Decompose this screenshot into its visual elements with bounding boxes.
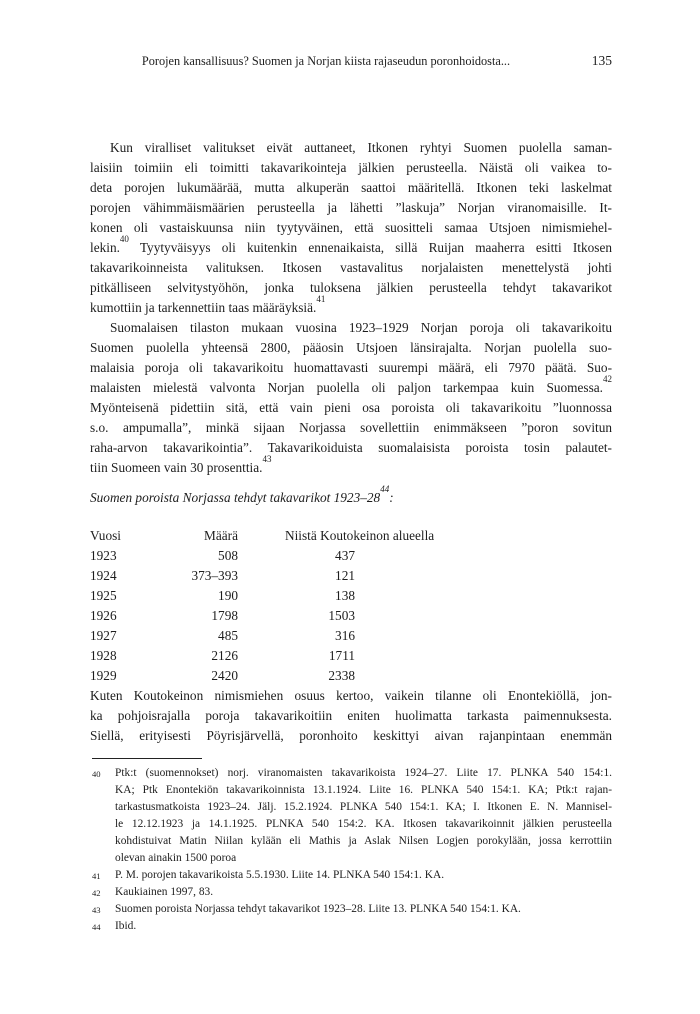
text-line: takavarikoinneista valituksen. Itkosen vastavalitus norjalaisten menettelystä johti xyxy=(90,260,612,275)
table-cell: 2420 xyxy=(211,668,238,683)
footnote xyxy=(90,884,612,901)
running-title: Porojen kansallisuus? Suomen ja Norjan kiista rajaseudun poronhoidosta... xyxy=(141,54,511,68)
paragraph-3 xyxy=(90,686,612,746)
text-line: raha-arvon takavarikointia”. Takavarikoiduista suomalaisista poroista tosin palautet- xyxy=(90,440,612,455)
text-line: tiin Suomeen vain 30 prosenttia.$^{43}$ xyxy=(90,454,272,475)
text-line: deta porojen lukumäärää, mutta alkuperän saattoi määritellä. Itkonen teki laskelmat xyxy=(90,180,612,195)
table-header-row xyxy=(90,526,612,546)
table-cell: 1929 xyxy=(90,668,117,683)
text-line: kumottiin ja tarkennettiin taas määräyksiä.$^{41}$ xyxy=(90,294,326,315)
table-body xyxy=(90,546,612,686)
table-cell: 1923 xyxy=(90,548,117,563)
table-row xyxy=(90,666,612,686)
table-cell: 138 xyxy=(335,588,355,603)
table-caption xyxy=(90,484,612,508)
table-cell: 2338 xyxy=(328,668,355,683)
footnote-ref: 41 xyxy=(316,294,326,305)
footnote-area xyxy=(90,758,612,935)
text-line: le 12.12.1923 ja 14.1.1925. PLNKA 540 154:2. KA. Itkosen takavarikoinnit jälkien perusteella xyxy=(115,818,612,830)
footnote-number: 41 xyxy=(92,871,101,881)
table-cell: 1927 xyxy=(90,628,117,643)
table-cell: 1798 xyxy=(211,608,238,623)
table-cell: 1925 xyxy=(90,588,117,603)
text-line: pitkälliseen selvitystyöhön, jonka tuloksena jälkien perusteella tehdyt takavarikot xyxy=(90,280,612,295)
paragraph-1 xyxy=(90,138,612,318)
footnote-number: 44 xyxy=(92,922,101,932)
footnote-text xyxy=(115,901,612,918)
footnote-separator xyxy=(92,758,202,759)
text-line: Suomen poroista Norjassa tehdyt takavarikot 1923–28$^{44}$: xyxy=(90,484,394,505)
table-cell: 373–393 xyxy=(191,568,238,583)
text-line: malaisten mielestä valvonta Norjan puolella oli paljon tarkempaa kuin Suomessa.$^{42}$ xyxy=(90,374,612,395)
footnote-ref: 42 xyxy=(603,374,612,385)
text-line: Siellä, erityisesti Pöyrisjärvellä, poronhoito keskittyi aivan rajanpintaan enemmän xyxy=(90,728,612,743)
footnote-ref: 43 xyxy=(262,454,272,465)
text-line: s.o. ampumalla”, minkä sijaan Norjassa sovellettiin enimmäkseen ”poron sovitun xyxy=(90,420,612,435)
footnote-text xyxy=(115,867,612,884)
table-cell: 1928 xyxy=(90,648,117,663)
body-text xyxy=(90,138,612,935)
page-header xyxy=(90,53,612,69)
text-line: ka pohjoisrajalla poroja takavarikoitiin eniten huolimatta tarkasta paimennuksesta. xyxy=(90,708,612,723)
footnote xyxy=(90,918,612,935)
footnotes xyxy=(90,765,612,935)
table-cell: 508 xyxy=(218,548,238,563)
table-cell: 1711 xyxy=(328,648,355,663)
table-row xyxy=(90,606,612,626)
text-line: Kuten Koutokeinon nimismiehen osuus kertoo, vaikein tilanne oli Enontekiöllä, jon- xyxy=(90,688,612,703)
page-number: 135 xyxy=(591,53,612,68)
text-block xyxy=(90,53,612,935)
table-row xyxy=(90,646,612,666)
footnote xyxy=(90,901,612,918)
footnote-ref: 44 xyxy=(380,484,390,495)
table-cell: 1924 xyxy=(90,568,117,583)
table-cell: 316 xyxy=(335,628,355,643)
footnote-ref: 40 xyxy=(119,234,129,245)
table-row xyxy=(90,586,612,606)
table-row xyxy=(90,546,612,566)
text-line: Suomalaisen tilaston mukaan vuosina 1923–1929 Norjan poroja oli takavarikoitu xyxy=(110,320,612,335)
footnote-text xyxy=(115,918,612,935)
paragraph-2 xyxy=(90,318,612,478)
text-line: Suomen poroista Norjassa tehdyt takavarikot 1923–28. Liite 13. PLNKA 540 154:1. KA. xyxy=(115,903,521,915)
table-cell: 437 xyxy=(335,548,355,563)
text-line: Kaukiainen 1997, 83. xyxy=(115,886,214,898)
table-cell: 121 xyxy=(335,568,355,583)
table-cell: 1503 xyxy=(328,608,355,623)
table-cell: 190 xyxy=(218,588,238,603)
text-line: laisiin toimiin eli toimitti takavarikointeja jälkien perusteella. Näistä oli vaikea to- xyxy=(90,160,612,175)
text-line: lekin.$^{40}$ Tyytyväisyys oli kuitenkin ennenaikaista, sillä Ruijan maaherra esitti Itkosen xyxy=(90,234,612,255)
footnote xyxy=(90,867,612,884)
text-line: Suomen puolella yhteensä 2800, pääosin Utsjoen länsirajalta. Norjan puolella suo- xyxy=(90,340,612,355)
table-row xyxy=(90,566,612,586)
text-line: Ibid. xyxy=(115,920,137,932)
table-row xyxy=(90,626,612,646)
text-line: P. M. porojen takavarikoista 5.5.1930. Liite 14. PLNKA 540 154:1. KA. xyxy=(115,869,445,881)
text-line: KA; Ptk Enontekiön takavarikoinnista 13.1.1924. Liite 16. PLNKA 540 154:1. KA; Ptk:t rajan- xyxy=(115,784,612,796)
footnote-number: 40 xyxy=(92,769,101,779)
text-line: olevan ainakin 1500 poroa xyxy=(115,852,237,864)
footnote-text xyxy=(115,765,612,867)
text-line: porojen vähimmäismäärien perusteella ja lähetti ”laskuja” Norjan viranomaisille. It- xyxy=(90,200,612,215)
text-line: kohdistuivat Matin Niilan kylään eli Mathis ja Aslak Nilsen Logjen porokylään, jossa kerrottiin xyxy=(115,835,612,847)
footnote xyxy=(90,765,612,867)
table-cell: 485 xyxy=(218,628,238,643)
table-cell: 1926 xyxy=(90,608,117,623)
text-line: konen oli vastaiskuunsa niin tyytyväinen, että suositteli samaa Utsjoen nimismiehel- xyxy=(90,220,612,235)
column-header-amount: Määrä xyxy=(204,528,238,543)
footnote-number: 42 xyxy=(92,888,101,898)
text-line: Myönteisenä pidettiin sitä, että vain pieni osa poroista oli takavarikoitu ”luonnossa xyxy=(90,400,612,415)
table-cell: 2126 xyxy=(211,648,238,663)
text-line: Kun viralliset valitukset eivät auttaneet, Itkonen ryhtyi Suomen puolella saman- xyxy=(110,140,612,155)
text-line: tarkastusmatkoista 1923–24. Jälj. 15.2.1924. PLNKA 540 154:1. KA; I. Itkonen E. N. Mannisel- xyxy=(115,801,612,813)
reindeer-confiscation-table xyxy=(90,526,612,686)
text-line: malaisia poroja oli takavarikoitu huomattavasti suurempi määrä, eli 7970 päätä. Suo- xyxy=(90,360,612,375)
footnote-number: 43 xyxy=(92,905,101,915)
column-header-koutokeino: Niistä Koutokeinon alueella xyxy=(285,528,435,543)
footnote-text xyxy=(115,884,612,901)
column-header-year: Vuosi xyxy=(90,528,121,543)
text-line: Ptk:t (suomennokset) norj. viranomaisten takavarikoista 1924–27. Liite 17. PLNKA 540 154:1. xyxy=(115,767,612,779)
